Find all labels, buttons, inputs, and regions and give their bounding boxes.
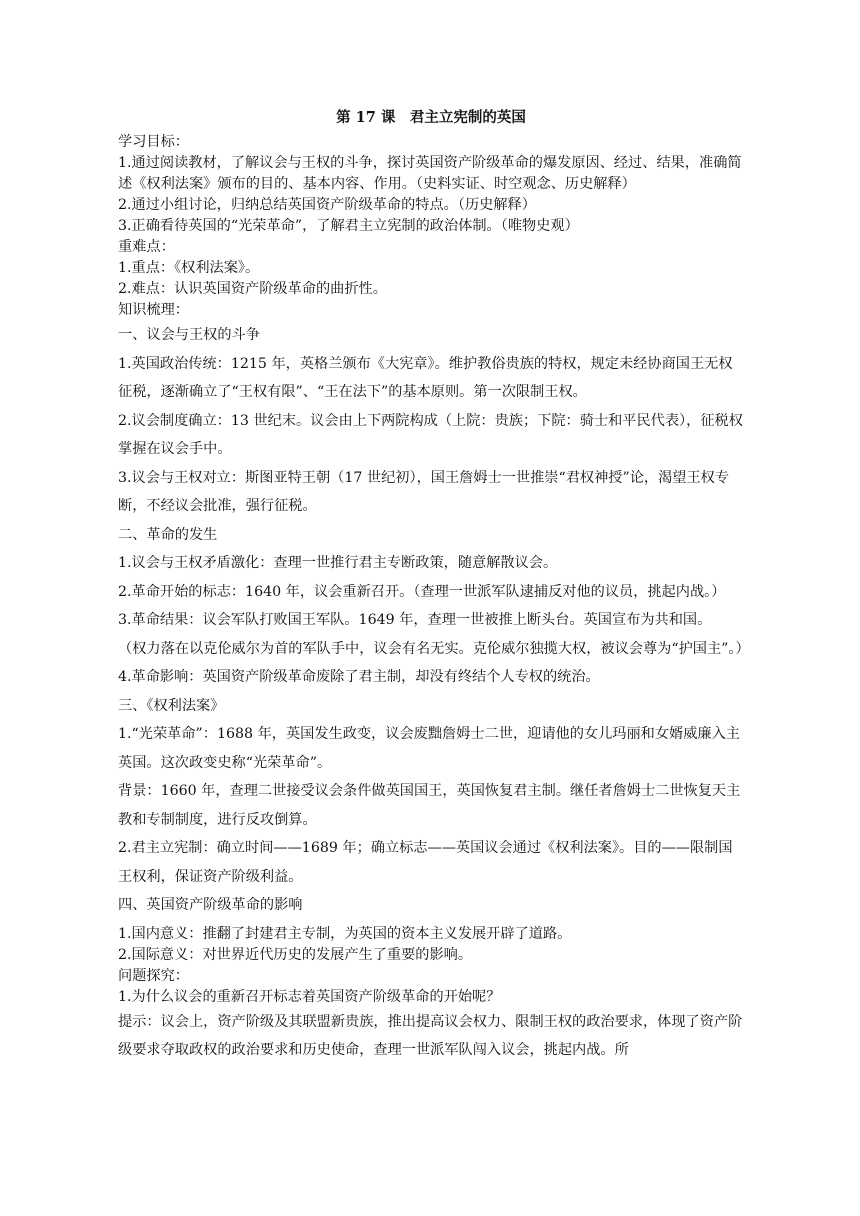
section-1-item-1: 1.英国政治传统：1215 年，英格兰颁布《大宪章》。维护教俗贵族的特权，规定未经协商国王无权征税，逐渐确立了“王权有限”、“王在法下”的基本原则。第一次限制王权。 — [118, 355, 733, 400]
goal-1: 1.通过阅读教材，了解议会与王权的斗争，探讨英国资产阶级革命的爆发原因、经过、结果，准确简述《权利法案》颁布的目的、基本内容、作用。（史料实证、时空观念、历史解释） — [118, 155, 742, 192]
section-4-heading: 四、英国资产阶级革命的影响 — [118, 897, 303, 913]
lesson-title: 第 17 课 君主立宪制的英国 — [336, 109, 526, 126]
heading-key-points: 重难点： — [118, 239, 175, 255]
section-2-item-4: 4.革命影响：英国资产阶级革命废除了君主制，却没有终结个人专权的统治。 — [118, 669, 600, 685]
section-1-heading: 一、议会与王权的斗争 — [118, 327, 260, 343]
inquiry-hint-1: 提示：议会上，资产阶级及其联盟新贵族，推出提高议会权力、限制王权的政治要求，体现了资产阶级要求夺取政权的政治要求和历史使命，查理一世派军队闯入议会，挑起内战。所 — [118, 1013, 743, 1058]
goal-3: 3.正确看待英国的“光荣革命”，了解君主立宪制的政治体制。（唯物史观） — [118, 218, 579, 234]
inquiry-question-1: 1.为什么议会的重新召开标志着英国资产阶级革命的开始呢？ — [118, 988, 501, 1005]
section-2-note: （权力落在以克伦威尔为首的军队手中，议会有名无实。克伦威尔独揽大权，被议会尊为“护国主”。） — [118, 640, 750, 657]
key-point: 1.重点：《权利法案》。 — [118, 260, 260, 276]
section-1-item-2: 2.议会制度确立：13 世纪末。议会由上下两院构成（上院：贵族；下院：骑士和平民代表），征税权掌握在议会手中。 — [118, 412, 743, 457]
goal-2: 2.通过小组讨论，归纳总结英国资产阶级革命的特点。（历史解释） — [118, 197, 536, 213]
section-3-heading: 三、《权利法案》 — [118, 697, 225, 714]
section-3-item-2: 2.君主立宪制：确立时间——1689 年；确立标志——英国议会通过《权利法案》。目的——限制国王权利，保证资产阶级利益。 — [118, 840, 733, 885]
section-2-heading: 二、革命的发生 — [118, 526, 218, 543]
heading-knowledge: 知识梳理： — [118, 302, 189, 318]
document-body — [118, 104, 750, 1065]
section-3-background: 背景：1660 年，查理二世接受议会条件做英国国王，英国恢复君主制。继任者詹姆士二世恢复天主教和专制制度，进行反攻倒算。 — [118, 783, 741, 828]
section-4-item-1: 1.国内意义：推翻了封建君主专制，为英国的资本主义发展开辟了道路。 — [118, 925, 572, 942]
section-1-item-3: 3.议会与王权对立：斯图亚特王朝（17 世纪初），国王詹姆士一世推崇“君权神授”论，渴望王权专断，不经议会批准，强行征税。 — [118, 469, 730, 514]
section-2-item-1: 1.议会与王权矛盾激化：查理一世推行君主专断政策，随意解散议会。 — [118, 555, 558, 571]
difficult-point: 2.难点：认识英国资产阶级革命的曲折性。 — [118, 281, 387, 297]
heading-inquiry: 问题探究： — [118, 967, 189, 984]
heading-learning-goals: 学习目标： — [118, 134, 189, 150]
section-4-item-2: 2.国际意义：对世界近代历史的发展产生了重要的影响。 — [118, 946, 473, 963]
section-3-item-1: 1.“光荣革命”：1688 年，英国发生政变，议会废黜詹姆士二世，迎请他的女儿玛丽和女婿威廉入主英国。这次政变史称“光荣革命”。 — [118, 726, 740, 771]
section-2-item-2: 2.革命开始的标志：1640 年，议会重新召开。（查理一世派军队逮捕反对他的议员，挑起内战。） — [118, 583, 726, 600]
section-2-item-3: 3.革命结果：议会军队打败国王军队。1649 年，查理一世被推上断头台。英国宣布为共和国。 — [118, 612, 712, 628]
